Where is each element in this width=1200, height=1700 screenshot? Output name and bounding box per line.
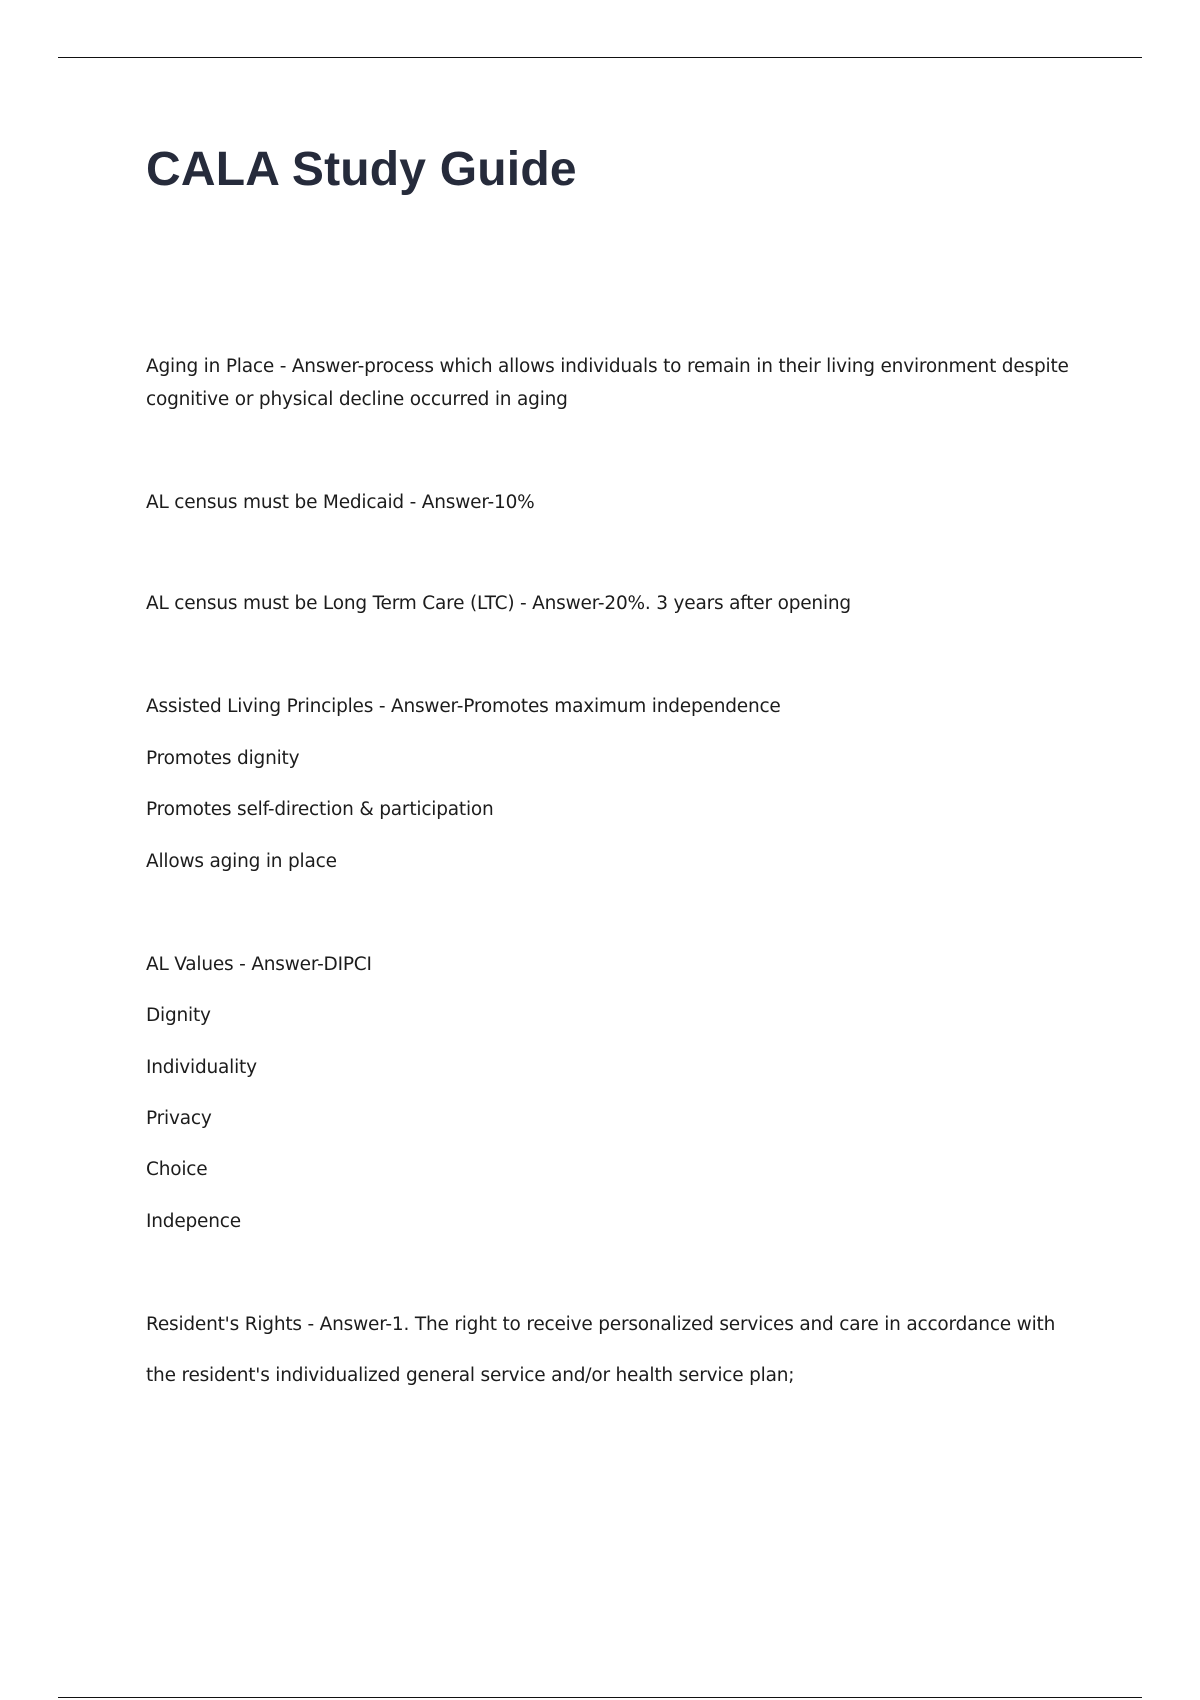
page-title: CALA Study Guide <box>146 143 577 196</box>
text-line: Aging in Place - Answer-process which allows individuals to remain in their living environment despite <box>146 356 1069 377</box>
text-line: Resident's Rights - Answer-1. The right to receive personalized services and care in accordance with <box>146 1314 1056 1335</box>
text-line: AL Values - Answer-DIPCI <box>146 954 372 975</box>
text-line: Promotes dignity <box>146 748 300 769</box>
text-line: Promotes self-direction & participation <box>146 799 494 820</box>
text-line: Allows aging in place <box>146 851 337 872</box>
text-line: cognitive or physical decline occurred in aging <box>146 389 568 410</box>
text-line: AL census must be Medicaid - Answer-10% <box>146 492 535 513</box>
top-rule <box>58 57 1142 58</box>
text-line: the resident's individualized general service and/or health service plan; <box>146 1365 795 1386</box>
text-line: AL census must be Long Term Care (LTC) - Answer-20%. 3 years after opening <box>146 593 851 614</box>
bottom-rule <box>58 1697 1142 1698</box>
text-line: Privacy <box>146 1108 212 1129</box>
text-line: Choice <box>146 1159 208 1180</box>
text-line: Assisted Living Principles - Answer-Promotes maximum independence <box>146 696 781 717</box>
text-line: Individuality <box>146 1057 257 1078</box>
text-line: Dignity <box>146 1005 211 1026</box>
text-line: Indepence <box>146 1211 241 1232</box>
